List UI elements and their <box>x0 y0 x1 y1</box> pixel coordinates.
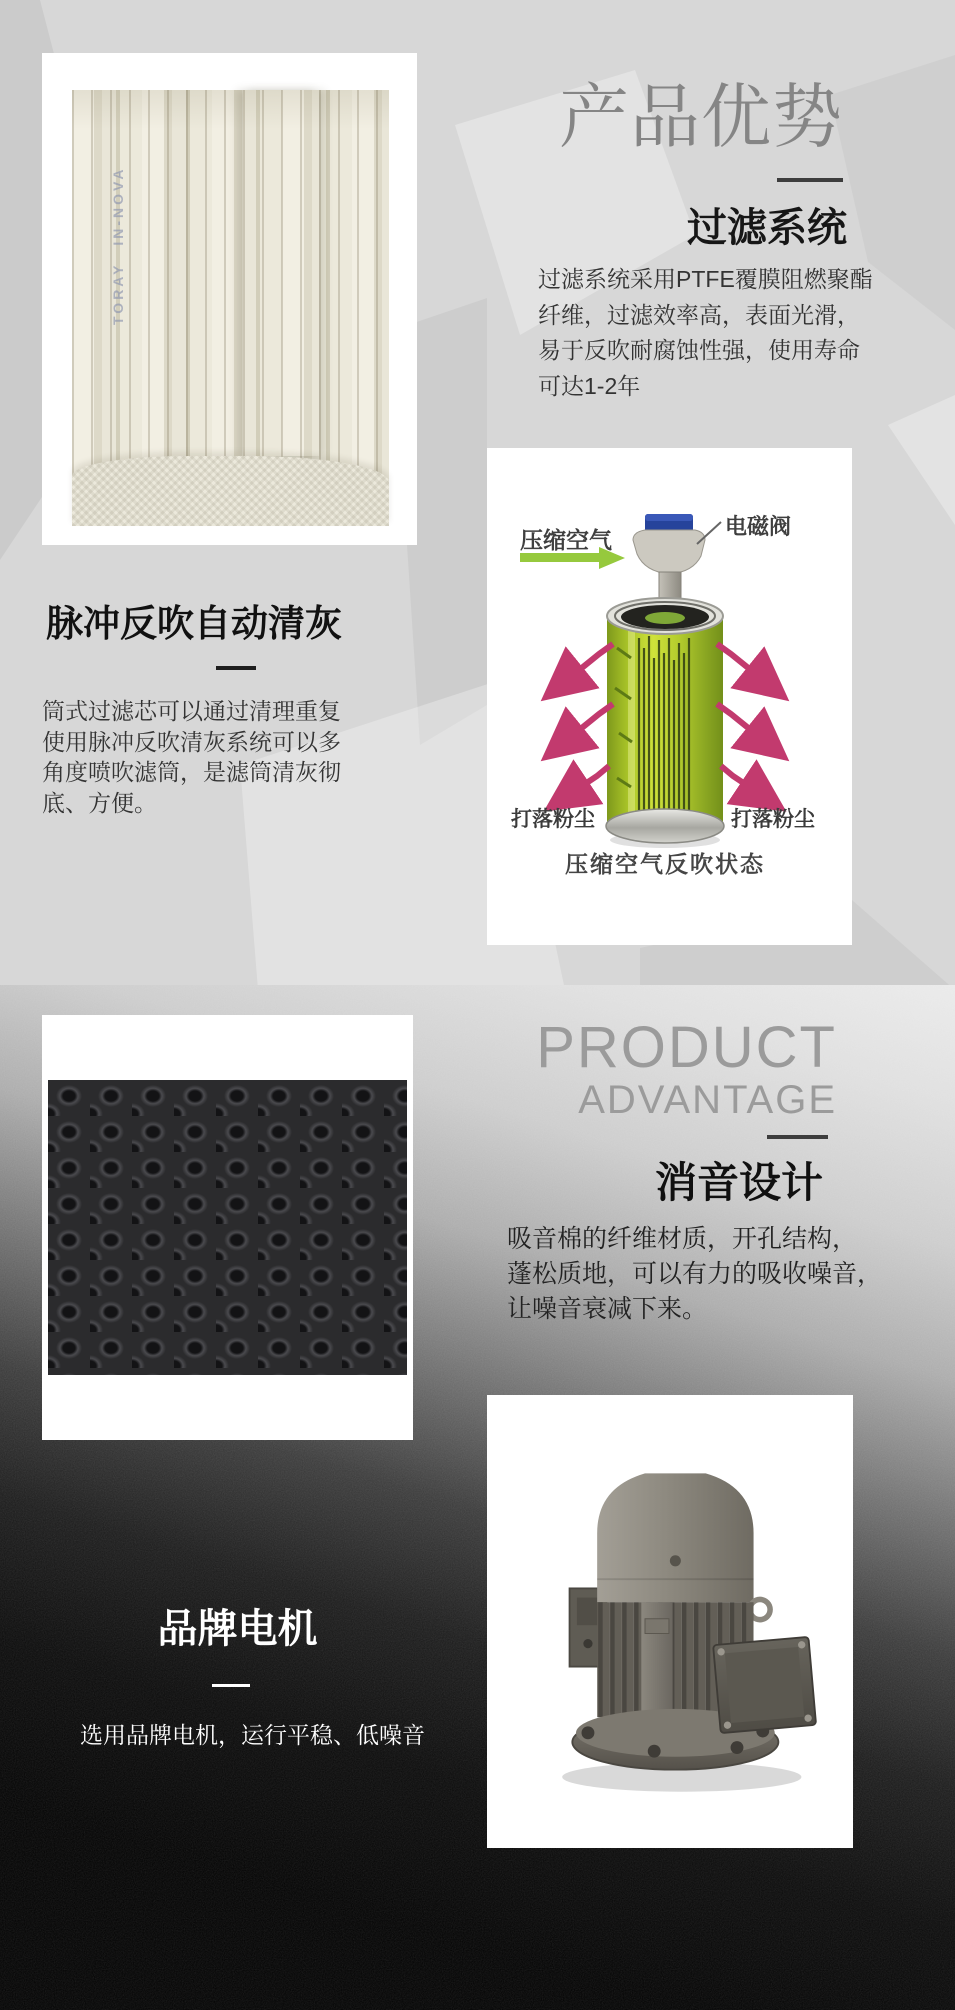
watermark-text: IN-NOVA <box>110 166 126 246</box>
page-subtitle-en: ADVANTAGE <box>578 1078 837 1122</box>
en-title-divider <box>767 1135 828 1139</box>
dust-label-right: 打落粉尘 <box>731 808 815 831</box>
filter-cartridge-graphic <box>606 598 724 848</box>
acoustic-foam-photo <box>42 1015 413 1440</box>
paragraph-line: 可达1-2年 <box>538 372 641 399</box>
solenoid-valve-graphic <box>633 514 705 606</box>
dust-arrow-icon <box>717 704 773 748</box>
filter-base-weave <box>72 456 389 526</box>
paragraph-line: 筒式过滤芯可以通过清理重复 <box>42 698 341 724</box>
dust-arrow-icon <box>721 766 769 800</box>
pulse-clean-paragraph <box>42 696 341 818</box>
silencer-paragraph <box>507 1222 882 1327</box>
paragraph-line: 过滤系统采用PTFE覆膜阻燃聚酯 <box>538 266 873 292</box>
filter-wide-pleat <box>243 90 319 456</box>
dust-arrow-icon <box>717 644 773 688</box>
solenoid-valve-label: 电磁阀 <box>725 514 792 539</box>
motor-paragraph: 选用品牌电机，运行平稳、低噪音 <box>80 1722 425 1748</box>
motor-image <box>487 1395 853 1848</box>
acoustic-foam-image <box>48 1080 407 1375</box>
dust-label-left: 打落粉尘 <box>511 808 595 831</box>
pulse-clean-heading: 脉冲反吹自动清灰 <box>46 603 342 644</box>
paragraph-line: 让噪音衰减下来。 <box>507 1295 708 1323</box>
dust-arrow-icon <box>557 704 613 748</box>
page-title: 产品优势 <box>559 78 843 156</box>
paragraph-line: 使用脉冲反吹清灰系统可以多 <box>42 728 341 755</box>
silencer-heading: 消音设计 <box>654 1159 823 1206</box>
page-title-en: PRODUCT <box>536 1015 837 1080</box>
dust-arrow-icon <box>557 644 613 688</box>
dust-arrow-icon <box>561 766 609 800</box>
filter-system-heading: 过滤系统 <box>687 206 847 250</box>
brand-motor-photo <box>487 1395 853 1848</box>
filter-system-paragraph <box>538 262 873 404</box>
watermark-text: TORAY <box>110 262 126 325</box>
pleated-filter-image <box>72 90 389 526</box>
filter-cartridge-photo <box>42 53 417 545</box>
pulse-clean-divider <box>216 666 256 670</box>
blowback-diagram <box>487 448 852 945</box>
paragraph-line: 角度喷吹滤筒，是滤筒清灰彻 <box>42 759 341 785</box>
paragraph-line: 纤维，过滤效率高，表面光滑， <box>538 301 860 328</box>
paragraph-line: 蓬松质地，可以有力的吸收噪音， <box>507 1260 883 1288</box>
motor-heading: 品牌电机 <box>157 1607 318 1651</box>
paragraph-line: 易于反吹耐腐蚀性强，使用寿命 <box>538 337 860 363</box>
filter-watermark <box>110 157 126 325</box>
compressed-air-label: 压缩空气 <box>520 527 612 553</box>
paragraph-line: 吸音棉的纤维材质，开孔结构， <box>507 1225 858 1253</box>
diagram-caption: 压缩空气反吹状态 <box>565 851 765 877</box>
paragraph-line: 底、方便。 <box>42 789 157 816</box>
title-divider <box>777 178 843 182</box>
motor-divider <box>212 1684 250 1687</box>
